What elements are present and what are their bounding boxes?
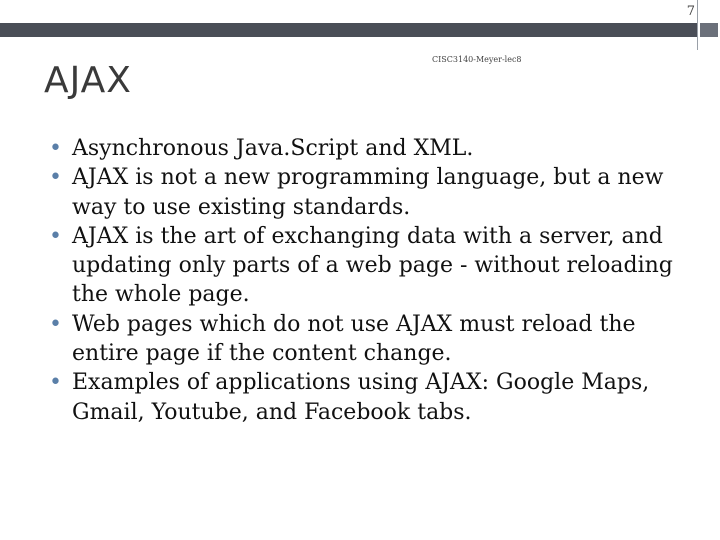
bullet-text: Asynchronous Java.Script and XML. xyxy=(72,136,474,161)
bullet-item xyxy=(46,163,686,222)
bullet-text: AJAX is the art of exchanging data with a server, and updating only parts of a web page - without reloading the whole page. xyxy=(72,223,673,308)
slide-corner-frame xyxy=(697,0,720,50)
page-number: 7 xyxy=(686,4,695,19)
slide-title: AJAX xyxy=(44,60,132,101)
bullet-item xyxy=(46,310,686,369)
bullet-dot-icon: • xyxy=(49,223,62,249)
bullet-dot-icon: • xyxy=(49,370,62,396)
bullet-item xyxy=(46,134,686,163)
bullet-dot-icon: • xyxy=(49,311,62,337)
bullet-text: AJAX is not a new programming language, but a new way to use existing standards. xyxy=(72,165,664,220)
bullet-text: Examples of applications using AJAX: Google Maps, Gmail, Youtube, and Facebook tabs. xyxy=(72,370,650,425)
bullet-item xyxy=(46,222,686,310)
course-footer-note: CISC3140-Meyer-lec8 xyxy=(432,55,522,64)
slide-top-bar xyxy=(0,23,697,37)
bullet-dot-icon: • xyxy=(49,165,62,191)
bullet-dot-icon: • xyxy=(49,136,62,161)
bullet-item xyxy=(46,368,686,427)
bullet-list xyxy=(46,134,686,427)
bullet-text: Web pages which do not use AJAX must reload the entire page if the content change. xyxy=(72,311,636,367)
